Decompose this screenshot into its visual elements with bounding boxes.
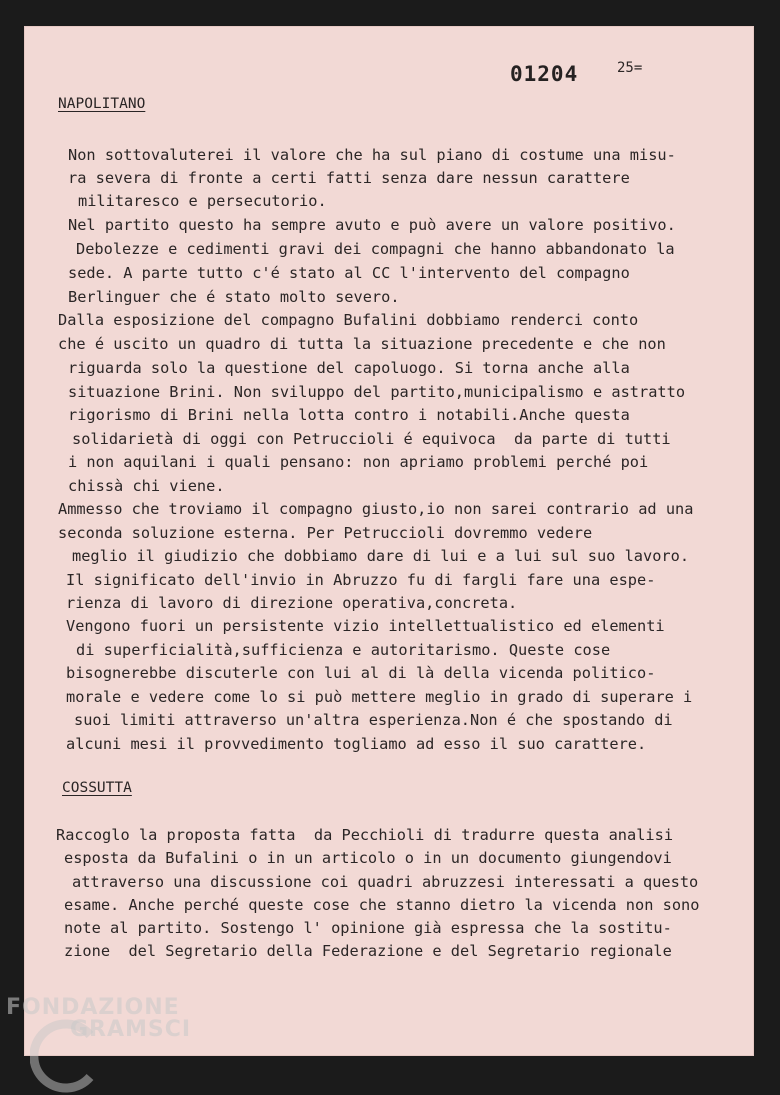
text-line: Vengono fuori un persistente vizio intellettualistico ed elementi <box>66 617 665 635</box>
text-line: militaresco e persecutorio. <box>78 192 327 210</box>
text-line: rigorismo di Brini nella lotta contro i notabili.Anche questa <box>68 406 630 424</box>
text-line: rienza di lavoro di direzione operativa,concreta. <box>66 594 518 612</box>
text-line: che é uscito un quadro di tutta la situazione precedente e che non <box>58 335 666 353</box>
text-line: Ammesso che troviamo il compagno giusto,io non sarei contrario ad una <box>58 500 694 518</box>
text-line: Raccoglo la proposta fatta da Pecchioli di tradurre questa analisi <box>56 826 674 844</box>
fondazione-gramsci-watermark <box>0 995 200 1080</box>
text-line: Dalla esposizione del compagno Bufalini dobbiamo renderci conto <box>58 311 639 329</box>
text-line: note al partito. Sostengo l' opinione già espressa che la sostitu- <box>64 919 672 937</box>
watermark-line2: GRAMSCI <box>70 1017 192 1042</box>
text-line: riguarda solo la questione del capoluogo. Si torna anche alla <box>68 359 630 377</box>
text-line: bisognerebbe discuterle con lui al di là della vicenda politico- <box>66 664 656 682</box>
text-line: attraverso una discussione coi quadri abruzzesi interessati a questo <box>72 873 699 891</box>
text-line: esposta da Bufalini o in un articolo o in un documento giungendovi <box>64 849 672 867</box>
page-number: 25= <box>617 60 643 76</box>
text-line: alcuni mesi il provvedimento togliamo ad esso il suo carattere. <box>66 735 647 753</box>
text-line: suoi limiti attraverso un'altra esperienza.Non é che spostando di <box>74 711 673 729</box>
text-line: i non aquilani i quali pensano: non apriamo problemi perché poi <box>68 453 649 471</box>
text-line: seconda soluzione esterna. Per Petruccioli dovremmo vedere <box>58 524 593 542</box>
text-line: Debolezze e cedimenti gravi dei compagni che hanno abbandonato la <box>76 240 675 258</box>
text-line: situazione Brini. Non sviluppo del partito,municipalismo e astratto <box>68 383 686 401</box>
text-line: esame. Anche perché queste cose che stanno dietro la vicenda non sono <box>64 896 700 914</box>
text-line: di superficialità,sufficienza e autoritarismo. Queste cose <box>76 641 611 659</box>
text-line: solidarietà di oggi con Petruccioli é equivoca da parte di tutti <box>72 430 671 448</box>
speaker-heading: COSSUTTA <box>62 780 132 796</box>
speaker-heading: NAPOLITANO <box>58 96 146 112</box>
watermark-line1: FONDAZIONE <box>6 995 180 1020</box>
text-line: zione del Segretario della Federazione e del Segretario regionale <box>64 942 672 960</box>
text-line: Berlinguer che é stato molto severo. <box>68 288 400 306</box>
text-line: morale e vedere come lo si può mettere meglio in grado di superare i <box>66 688 693 706</box>
document-number: 01204 <box>510 62 579 86</box>
text-line: Il significato dell'invio in Abruzzo fu di fargli fare una espe- <box>66 571 656 589</box>
text-line: ra severa di fronte a certi fatti senza dare nessun carattere <box>68 169 630 187</box>
text-line: sede. A parte tutto c'é stato al CC l'intervento del compagno <box>68 264 630 282</box>
text-line: chissà chi viene. <box>68 477 225 495</box>
text-line: meglio il giudizio che dobbiamo dare di lui e a lui sul suo lavoro. <box>72 547 690 565</box>
text-line: Non sottovaluterei il valore che ha sul piano di costume una misu- <box>68 146 676 164</box>
text-line: Nel partito questo ha sempre avuto e può avere un valore positivo. <box>68 216 676 234</box>
